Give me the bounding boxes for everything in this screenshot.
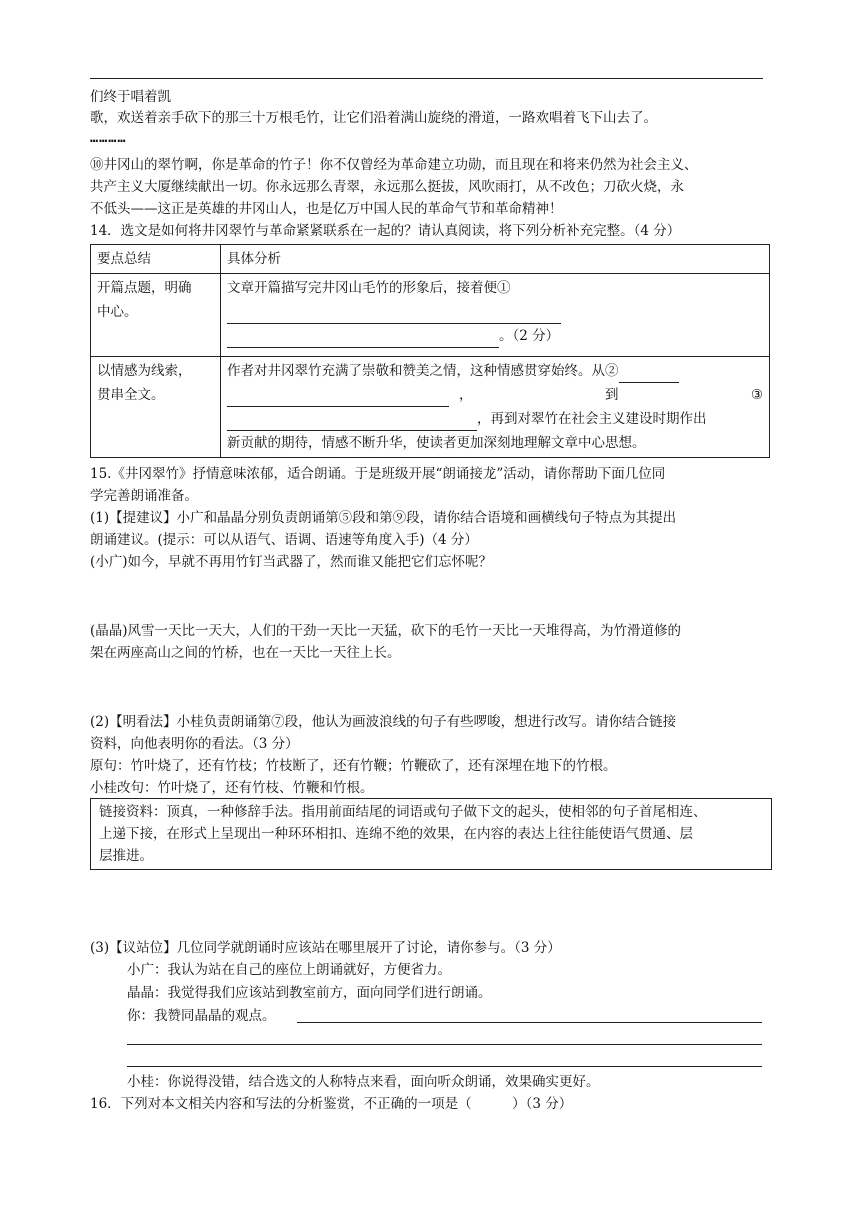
q14-row2-line-1 bbox=[227, 359, 763, 383]
q14-row-1 bbox=[91, 274, 770, 357]
passage-line-2: 歌，欢送着亲手砍下的那三十万根毛竹，让它们沿着满山旋绕的滑道，一路欢唱着飞下山去了。 bbox=[90, 110, 657, 126]
q14-blank-3b[interactable] bbox=[307, 416, 477, 431]
q14-blank-2b[interactable] bbox=[227, 392, 449, 407]
q14-blank-1b[interactable] bbox=[227, 333, 499, 348]
q14-blank-2a[interactable] bbox=[619, 368, 679, 383]
q14-row2-text-a: 作者对井冈翠竹充满了崇敬和赞美之情，这种情感贯穿始终。从② bbox=[227, 363, 619, 379]
q14-row2-line-3 bbox=[227, 407, 763, 431]
passage-para10-line-2: 共产主义大厦继续献出一切。你永远那么青翠，永远那么挺拔，风吹雨打，从不改色；刀砍火烧，永 bbox=[90, 179, 684, 195]
answer-line-2[interactable] bbox=[127, 1044, 762, 1045]
q15-stem-l1: 15.《井冈翠竹》抒情意味浓郁，适合朗诵。于是班级开展“朗诵接龙”活动，请你帮助下面几位同 bbox=[90, 466, 666, 482]
passage-line-1: 们终于唱着凯 bbox=[90, 89, 171, 105]
link-material-l3: 层推进。 bbox=[99, 848, 153, 864]
q14-row-2 bbox=[91, 357, 770, 458]
q15-part2-revised: 小桂改句：竹叶烧了，还有竹枝、竹鞭和竹根。 bbox=[90, 780, 374, 796]
q14-row1-text: 文章开篇描写完井冈山毛竹的形象后，接着便① bbox=[227, 280, 511, 296]
link-material-l1: 链接资料：顶真，一种修辞手法。指用前面结尾的词语或句子做下文的起头，使相邻的句子首尾相连、 bbox=[99, 804, 707, 820]
answer-line-3[interactable] bbox=[127, 1066, 762, 1067]
q14-blank-1a[interactable] bbox=[227, 309, 561, 324]
q14-row2-summary bbox=[91, 357, 221, 458]
link-material-box bbox=[90, 798, 772, 870]
q15-part3-guang: 小广：我认为站在自己的座位上朗诵就好，方便省力。 bbox=[127, 962, 451, 978]
q15-part1-guang: (小广)如今，早就不再用竹钉当武器了，然而谁又能把它们忘怀呢？ bbox=[90, 554, 493, 570]
answer-line-1[interactable] bbox=[297, 1022, 762, 1023]
q14-table-header bbox=[91, 245, 770, 274]
q15-part1-jing-l2: 架在两座高山之间的竹桥，也在一天比一天往上长。 bbox=[90, 645, 401, 661]
q14-row2-circ3: ③ bbox=[750, 387, 763, 403]
q14-row2-comma: ， bbox=[459, 387, 473, 403]
q14-row1-summary bbox=[91, 274, 221, 357]
q14-blank-3a[interactable] bbox=[227, 416, 307, 431]
passage-ellipsis: ………… bbox=[90, 130, 127, 146]
q14-row1-summary-l1: 开篇点题，明确 bbox=[97, 280, 192, 296]
q14-row1-suffix: 。（2 分） bbox=[499, 328, 560, 344]
q14-table bbox=[90, 244, 770, 458]
passage-para10-line-1: ⑩井冈山的翠竹啊，你是革命的竹子！你不仅曾经为革命建立功勋，而且现在和将来仍然为社会主义、 bbox=[90, 157, 698, 173]
q15-part3-jing: 晶晶：我觉得我们应该站到教室前方，面向同学们进行朗诵。 bbox=[127, 985, 492, 1001]
q14-stem: 14．选文是如何将井冈翠竹与革命紧紧联系在一起的？请认真阅读，将下列分析补充完整。（4 分） bbox=[90, 223, 681, 239]
q15-part1-l2: 朗诵建议。(提示：可以从语气、语调、语速等角度入手)（4 分） bbox=[90, 532, 478, 548]
q14-row1-blank-line-2 bbox=[227, 324, 763, 348]
q15-part3-gui: 小桂：你说得没错，结合选文的人称特点来看，面向听众朗诵，效果确实更好。 bbox=[127, 1074, 600, 1090]
q14-row2-summary-l1: 以情感为线索， bbox=[97, 363, 192, 379]
q14-row2-to: 到 bbox=[604, 387, 619, 403]
q14-header-summary: 要点总结 bbox=[91, 245, 221, 274]
q15-part3-stem: (3)【议站位】几位同学就朗诵时应该站在哪里展开了讨论，请你参与。（3 分） bbox=[90, 940, 561, 956]
q15-part1-l1: (1)【提建议】小广和晶晶分别负责朗诵第⑤段和第⑨段，请你结合语境和画横线句子特点为其提出 bbox=[90, 510, 677, 526]
q14-header-analysis: 具体分析 bbox=[221, 245, 770, 274]
q14-row1-summary-l2: 中心。 bbox=[97, 304, 138, 320]
q14-row2-line-2 bbox=[227, 383, 763, 407]
q14-row2-summary-l2: 贯串全文。 bbox=[97, 387, 165, 403]
q14-row2-text-c: 新贡献的期待，情感不断升华，使读者更加深刻地理解文章中心思想。 bbox=[227, 435, 646, 451]
q14-row1-analysis bbox=[221, 274, 770, 357]
link-material-l2: 上递下接，在形式上呈现出一种环环相扣、连绵不绝的效果，在内容的表达上往往能使语气贯通、层 bbox=[99, 826, 693, 842]
q14-row2-line2-left bbox=[227, 383, 473, 407]
q15-part3-you: 你：我赞同晶晶的观点。 bbox=[127, 1008, 276, 1024]
q14-row2-analysis bbox=[221, 357, 770, 458]
q15-stem-l2: 学完善朗诵准备。 bbox=[90, 488, 198, 504]
header-rule bbox=[90, 78, 763, 79]
q15-part2-original: 原句：竹叶烧了，还有竹枝；竹枝断了，还有竹鞭；竹鞭砍了，还有深埋在地下的竹根。 bbox=[90, 758, 617, 774]
q14-row1-blank-line bbox=[227, 300, 763, 324]
passage-para10-line-3: 不低头——这正是英雄的井冈山人，也是亿万中国人民的革命气节和革命精神！ bbox=[90, 201, 563, 217]
q15-part2-l2: 资料，向他表明你的看法。（3 分） bbox=[90, 736, 299, 752]
q15-part1-jing-l1: (晶晶)风雪一天比一天大，人们的干劲一天比一天猛，砍下的毛竹一天比一天堆得高，为竹滑道修的 bbox=[90, 623, 682, 639]
q15-part2-l1: (2)【明看法】小桂负责朗诵第⑦段，他认为画波浪线的句子有些啰唆，想进行改写。请你结合链接 bbox=[90, 714, 677, 730]
q16-stem: 16．下列对本文相关内容和写法的分析鉴赏，不正确的一项是（ ）（3 分） bbox=[90, 1096, 573, 1112]
q14-row2-text-b: ，再到对翠竹在社会主义建设时期作出 bbox=[477, 411, 707, 427]
